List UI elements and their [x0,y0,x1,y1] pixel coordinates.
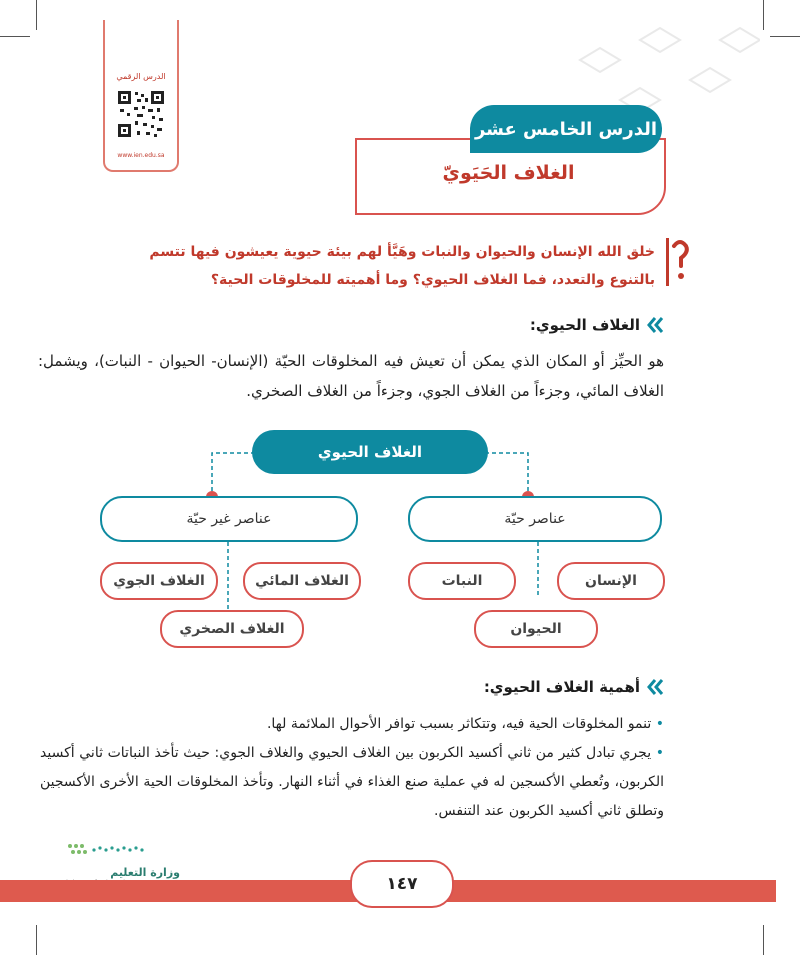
intro-accent-bar [666,238,669,286]
leaf-animals: الحيوان [474,610,598,648]
qr-code-icon[interactable] [117,90,165,138]
crop-mark [36,0,37,30]
list-item: • تنمو المخلوقات الحية فيه، وتتكاثر بسبب توافر الأحوال الملائمة لها. [266,716,664,732]
crop-mark [770,36,800,37]
importance-list [40,710,664,826]
lesson-number-badge: الدرس الخامس عشر [470,105,662,153]
importance-heading [484,678,664,696]
leaf-hydrosphere: الغلاف المائي [243,562,361,600]
crop-mark [763,0,764,30]
question-mark-icon [670,236,690,288]
ministry-logo-icon [60,840,150,862]
nonliving-elements-node: عناصر غير حيّة [100,496,358,542]
definition-text: هو الحيِّز أو المكان الذي يمكن أن تعيش فيه المخلوقات الحيّة (الإنسان- الحيوان - النبات)، ويشمل: الغلاف المائي، وجزءاً من الغلاف الجوي، وجزءاً من الغلاف الصخري. [38,352,664,400]
diagram-root: الغلاف الحيوي [252,430,488,474]
bullet-icon: • [651,745,664,761]
leaf-atmosphere: الغلاف الجوي [100,562,218,600]
digital-lesson-card[interactable] [103,20,179,172]
crop-mark [36,925,37,955]
crop-mark [763,925,764,955]
importance-heading-text: أهمية الغلاف الحيوي: [483,678,640,696]
digital-lesson-label: الدرس الرقمي [116,72,166,81]
intro-question: خلق الله الإنسان والحيوان والنبات وهَيَّأ لهم بيئة حيوية يعيشون فيها تتسم بالتنوع والتعدد، فما الغلاف الحيوي؟ وما أهميته للمخلوقات الحية؟ [149,244,655,288]
living-elements-node: عناصر حيّة [408,496,662,542]
leaf-human: الإنسان [557,562,665,600]
ministry-name-ar: وزارة التعليم [110,866,180,879]
qr-url[interactable]: www.ien.edu.sa [117,152,165,159]
chevron-double-left-icon [646,316,664,334]
page-number: ١٤٧ [350,860,454,908]
crop-mark [0,36,30,37]
lesson-title: الغلاف الحَيَويّ [442,162,575,184]
definition-heading-text: الغلاف الحيوي: [529,316,640,334]
bullet-icon: • [651,716,664,732]
biosphere-diagram [0,420,800,660]
leaf-lithosphere: الغلاف الصخري [160,610,304,648]
leaf-plants: النبات [408,562,516,600]
list-item: • يجري تبادل كثير من ثاني أكسيد الكربون بين الغلاف الحيوي والغلاف الجوي: حيث تأخذ النباتات ثاني أكسيد الكربون، وتُعطي الأكسجين له في عملية صنع الغذاء في أثناء النهار. وتأخذ المخلوقات الحية الأخرى الأكسجين وتطلق ثاني أكسيد الكربون عند التنفس. [40,745,664,819]
chevron-double-left-icon [646,678,664,696]
definition-heading [530,316,664,334]
